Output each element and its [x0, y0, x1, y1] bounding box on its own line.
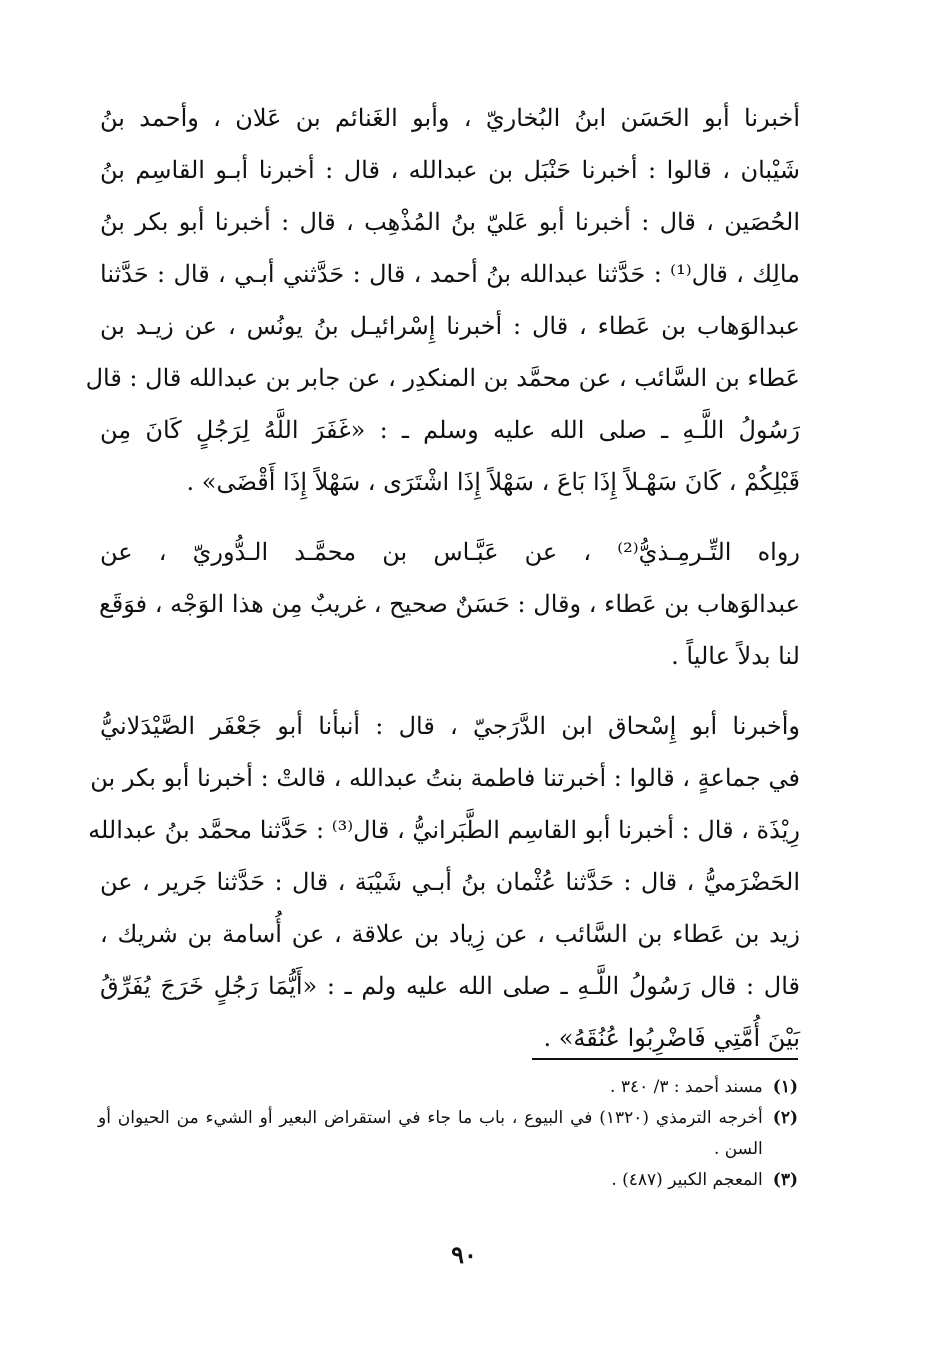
text-line: الحُصَين ، قال : أخبرنا أبو عَليّ بنُ المُذْهِب ، قال : أخبرنا أبو بكر بنُ — [100, 208, 800, 236]
footnote-text: المعجم الكبير (٤٨٧) . — [611, 1170, 763, 1190]
text-line: عَطاء بن السَّائب ، عن محمَّد بن المنكدِر ، عن جابر بن عبدالله قال : قال — [85, 364, 800, 392]
footnotes — [98, 1072, 798, 1196]
text-line: لنا بدلاً عالياً . — [671, 642, 800, 670]
main-text — [85, 92, 801, 1080]
footnote-number: (١) — [772, 1077, 798, 1097]
paragraph-3 — [88, 700, 801, 1064]
page-number: ٩٠ — [451, 1240, 477, 1269]
text-line: أخبرنا أبو الحَسَن ابنُ البُخاريّ ، وأبو الغَنائم بن عَلان ، وأحمد بنُ — [100, 104, 800, 132]
text-line: بَيْنَ أُمَّتِي فَاضْرِبُوا عُنُقَهُ» . — [543, 1024, 800, 1052]
paragraph-2 — [100, 526, 800, 682]
text-line: عبدالوَهاب بن عَطاء ، قال : أخبرنا إِسْرائيـل بنُ يونُس ، عن زيـد بن — [100, 312, 800, 340]
footnote-1 — [98, 1072, 798, 1103]
text-line: وأخبرنا أبو إِسْحاق ابن الدَّرَجيّ ، قال : أنبأنا أبو جَعْفَر الصَّيْدَلانيُّ — [100, 712, 800, 740]
footnote-number: (٢) — [772, 1108, 798, 1128]
paragraph-1 — [85, 92, 800, 508]
text-line: في جماعةٍ ، قالوا : أخبرتنا فاطمة بنتُ عبدالله ، قالتْ : أخبرنا أبو بكر بن — [90, 764, 800, 792]
text-line: رَسُولُ اللَّـهِ ـ صلى الله عليه وسلم ـ : «غَفَرَ اللَّهُ لِرَجُلٍ كَانَ مِن — [100, 416, 800, 444]
text-line: زيد بن عَطاء بن السَّائب ، عن زِياد بن علاقة ، عن أُسامة بن شريك ، — [100, 920, 801, 948]
text-line: الحَضْرَميُّ ، قال : حَدَّثنا عُثْمان بنُ أبـي شَيْبَة ، قال : حَدَّثنا جَرير ، عن — [100, 868, 800, 896]
text-line: قَبْلِكُمْ ، كَانَ سَهْـلاً إِذَا بَاعَ ، سَهْلاً إِذَا اشْتَرَى ، سَهْلاً إِذَا أَقْضَى» . — [186, 468, 800, 496]
text-line: عبدالوَهاب بن عَطاء ، وقال : حَسَنٌ صحيح ، غريبٌ مِن هذا الوَجْه ، فوَقَع — [98, 590, 800, 618]
footnote-text: مسند أحمد : ٣/ ٣٤٠ . — [610, 1077, 763, 1097]
text-line: مالِك ، قال⁽¹⁾ : حَدَّثنا عبدالله بنُ أحمد ، قال : حَدَّثني أبـي ، قال : حَدَّثنا — [100, 260, 800, 288]
footnote-text: أخرجه الترمذي (١٣٢٠) في البيوع ، باب ما جاء في استقراض البعير أو الشيء من الحيوان أو السن . — [98, 1108, 763, 1159]
footnote-divider — [532, 1058, 798, 1060]
text-line: شَيْبان ، قالوا : أخبرنا حَنْبَل بن عبدالله ، قال : أخبرنا أبـو القاسِم بنُ — [100, 156, 800, 184]
footnote-2 — [98, 1103, 798, 1165]
text-line: رواه التِّـرمِـذيُّ⁽²⁾ ، عن عَبَّـاس بن محمَّـد الـدُّوريّ ، عن — [100, 538, 800, 566]
footnote-number: (٣) — [772, 1170, 798, 1190]
footnote-3 — [98, 1165, 798, 1196]
text-line: قال : قال رَسُولُ اللَّـهِ ـ صلى الله عليه ولم ـ : «أَيُّمَا رَجُلٍ خَرَجَ يُفَرِّقُ — [100, 972, 800, 1000]
text-line: رِيْذَة ، قال : أخبرنا أبو القاسِم الطَّبَرانيُّ ، قال⁽³⁾ : حَدَّثنا محمَّد بنُ عبدالله — [88, 816, 800, 844]
